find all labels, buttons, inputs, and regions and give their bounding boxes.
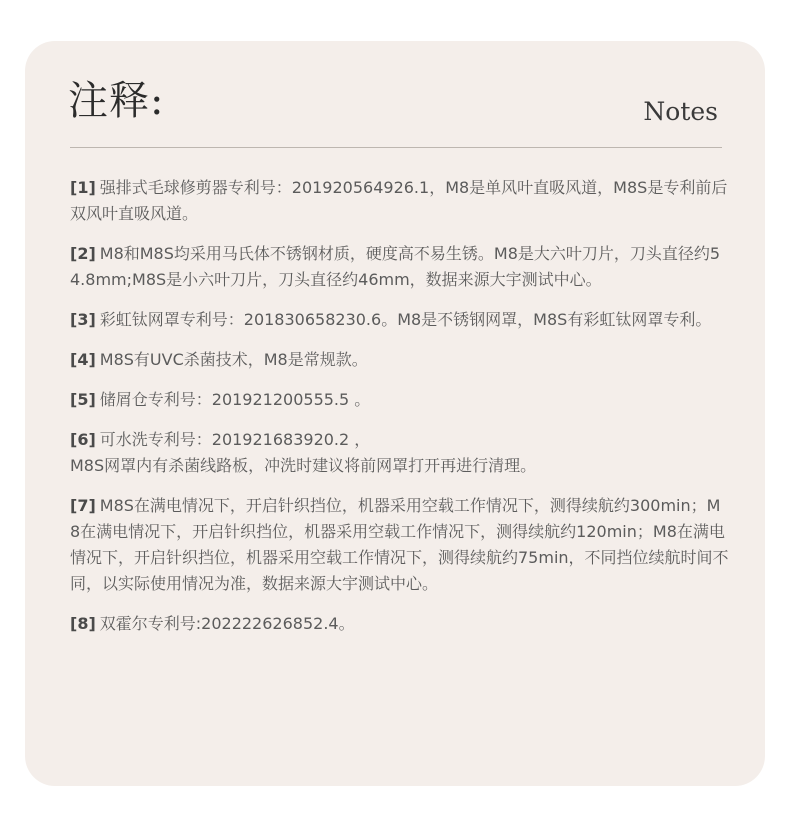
header-divider [70, 147, 722, 148]
note-text: 双霍尔专利号:202222626852.4。 [99, 614, 355, 633]
note-5 [70, 387, 730, 413]
note-2 [70, 241, 730, 293]
note-text-continued: M8S网罩内有杀菌线路板，冲洗时建议将前网罩打开再进行清理。 [70, 456, 537, 475]
note-number: [1] [70, 178, 96, 197]
note-4 [70, 347, 730, 373]
notes-list [70, 175, 730, 651]
page-title: 注释: [68, 78, 165, 124]
note-7 [70, 493, 730, 597]
note-number: [8] [70, 614, 96, 633]
note-text: M8和M8S均采用马氏体不锈钢材质，硬度高不易生锈。M8是大六叶刀片，刀头直径约54.8mm;M8S是小六叶刀片，刀头直径约46mm，数据来源大宇测试中心。 [70, 244, 721, 289]
note-number: [4] [70, 350, 96, 369]
note-text: 可水洗专利号：201921683920.2 ， [99, 430, 371, 449]
note-text: 储屑仓专利号：201921200555.5 。 [99, 390, 371, 409]
note-text: 彩虹钛网罩专利号：201830658230.6。M8是不锈钢网罩，M8S有彩虹钛网罩专利。 [99, 310, 712, 329]
page-subtitle: Notes [643, 97, 718, 126]
note-number: [5] [70, 390, 96, 409]
note-text: M8S有UVC杀菌技术，M8是常规款。 [99, 350, 368, 369]
note-text: M8S在满电情况下，开启针织挡位，机器采用空载工作情况下，测得续航约300min；M8在满电情况下，开启针织挡位，机器采用空载工作情况下，测得续航约120min；M8在满电情况下，开启针织挡位，机器采用空载工作情况下，测得续航约75min，不同挡位续航时间不同，以实际使用情况为准，数据来源大宇测试中心。 [70, 496, 729, 593]
note-number: [7] [70, 496, 96, 515]
note-8 [70, 611, 730, 637]
note-6 [70, 427, 730, 479]
note-number: [2] [70, 244, 96, 263]
notes-card [25, 41, 765, 786]
note-1 [70, 175, 730, 227]
note-number: [6] [70, 430, 96, 449]
note-number: [3] [70, 310, 96, 329]
note-3 [70, 307, 730, 333]
note-text: 强排式毛球修剪器专利号：201920564926.1，M8是单风叶直吸风道，M8S是专利前后双风叶直吸风道。 [70, 178, 728, 223]
